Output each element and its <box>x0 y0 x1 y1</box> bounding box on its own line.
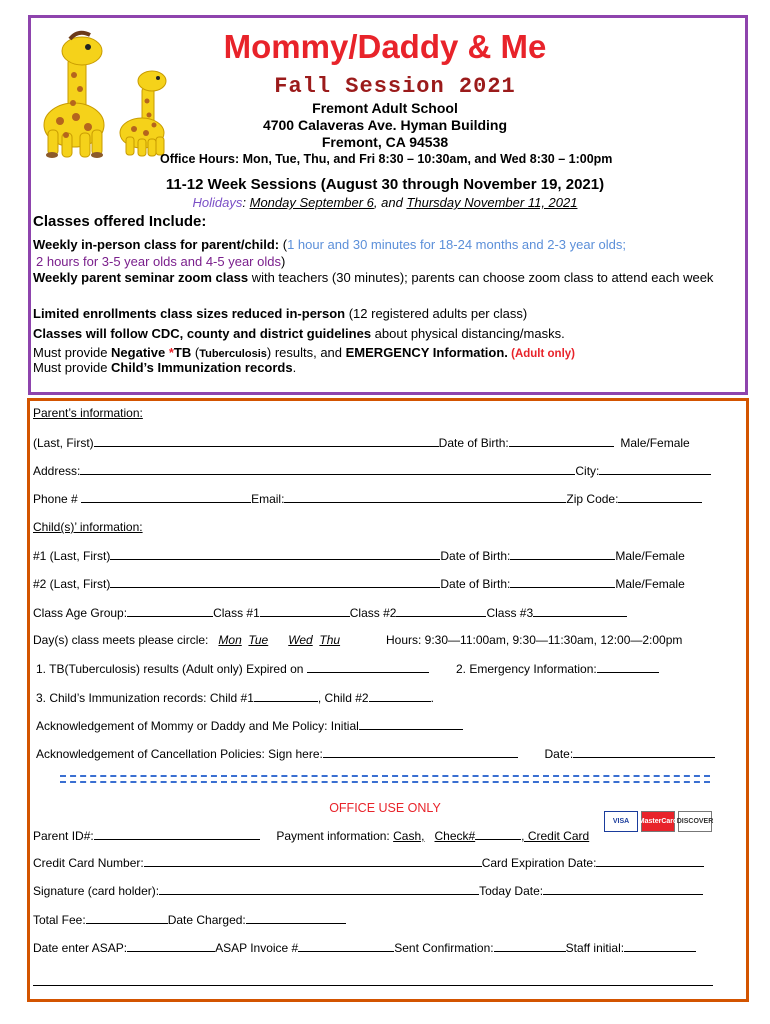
emergency-row <box>456 661 659 676</box>
immunization-child2-label: , Child #2 <box>317 691 369 705</box>
city-field[interactable] <box>599 463 711 475</box>
ack-policy-field[interactable] <box>359 718 463 730</box>
phone-field[interactable] <box>81 491 251 503</box>
date-enter-field[interactable] <box>127 940 215 952</box>
emergency-label: 2. Emergency Information: <box>456 662 597 676</box>
zip-field[interactable] <box>618 491 702 503</box>
zip-label: Zip Code: <box>566 492 619 506</box>
parent-name-field[interactable] <box>94 435 439 447</box>
holidays-and: , and <box>373 195 407 210</box>
visa-icon: VISA <box>604 811 638 832</box>
must2-c: . <box>292 360 297 375</box>
immunization-end: . <box>430 691 434 705</box>
sent-confirmation-field[interactable] <box>494 940 566 952</box>
holidays-label: Holidays <box>192 195 243 210</box>
payment-check[interactable]: Check# <box>434 829 476 843</box>
school-address-1: 4700 Calaveras Ave. Hyman Building <box>262 117 508 133</box>
must1-a: Must provide <box>33 345 112 360</box>
school-name: Fremont Adult School <box>312 100 458 116</box>
address-field[interactable] <box>80 463 575 475</box>
class1-label: Class #1 <box>213 606 260 620</box>
emergency-field[interactable] <box>597 661 659 673</box>
weekly-paren-close: ) <box>280 254 286 269</box>
tb-field[interactable] <box>307 661 429 673</box>
must1-f: ) results, and <box>266 345 346 360</box>
cc-row <box>33 855 704 870</box>
child1-gender-label[interactable]: Male/Female <box>615 549 685 563</box>
child2-row <box>33 576 685 591</box>
payment-credit[interactable]: , Credit Card <box>521 829 590 843</box>
date-charged-label: Date Charged: <box>167 913 246 927</box>
signature-field[interactable] <box>159 883 479 895</box>
child-info-heading: Child(s)’ information: <box>33 520 143 534</box>
class3-label: Class #3 <box>486 606 534 620</box>
days-label: Day(s) class meets please circle: <box>33 633 209 647</box>
weekly-purple: 2 hours for 3-5 year olds and 4-5 year olds <box>36 254 281 269</box>
parent-name-row <box>33 435 690 450</box>
credit-card-logos <box>604 811 712 832</box>
total-fee-label: Total Fee: <box>33 913 86 927</box>
day-thu[interactable]: Thu <box>319 633 341 647</box>
mastercard-icon: MasterCard <box>641 811 675 832</box>
must1-d: ( <box>191 345 200 360</box>
child2-dob-field[interactable] <box>510 576 615 588</box>
parent-info-heading: Parent’s information: <box>33 406 143 420</box>
must1-e: Tuberculosis <box>199 348 267 360</box>
child1-dob-field[interactable] <box>510 548 615 560</box>
holiday-1: Monday September 6 <box>249 195 374 210</box>
check-number-field[interactable] <box>475 828 521 840</box>
office-hours: Office Hours: Mon, Tue, Thu, and Fri 8:30 – 10:30am, and Wed 8:30 – 1:00pm <box>160 152 613 166</box>
date-enter-label: Date enter ASAP: <box>33 941 128 955</box>
asap-invoice-field[interactable] <box>298 940 394 952</box>
requirement-immunization <box>33 359 733 376</box>
cc-exp-label: Card Expiration Date: <box>481 856 597 870</box>
email-label: Email: <box>251 492 285 506</box>
ack-policy-row <box>36 718 463 733</box>
tb-label: 1. TB(Tuberculosis) results (Adult only) Expired on <box>36 662 304 676</box>
staff-initial-field[interactable] <box>624 940 696 952</box>
payment-cash[interactable]: Cash, <box>393 829 425 843</box>
immunization-child1-field[interactable] <box>254 690 318 702</box>
day-mon[interactable]: Mon <box>218 633 242 647</box>
ack-date-label: Date: <box>544 747 574 761</box>
must1-h: (Adult only) <box>507 348 575 360</box>
contact-row <box>33 491 702 506</box>
weekly-paren-open: ( <box>279 237 288 252</box>
email-field[interactable] <box>284 491 566 503</box>
cdc-bold: Classes will follow CDC, county and district guidelines <box>33 326 372 341</box>
class-limited <box>33 305 733 322</box>
child1-dob-label: Date of Birth: <box>440 549 511 563</box>
parent-dob-label: Date of Birth: <box>438 436 509 450</box>
staff-initial-label: Staff initial: <box>565 941 625 955</box>
today-date-field[interactable] <box>543 883 703 895</box>
asap-invoice-label: ASAP Invoice # <box>215 941 299 955</box>
cc-number-field[interactable] <box>144 855 482 867</box>
parent-name-label: (Last, First) <box>33 436 94 450</box>
ack-date-field[interactable] <box>573 746 715 758</box>
class1-field[interactable] <box>260 605 350 617</box>
ack-cancel-row <box>36 746 715 761</box>
discover-icon: DISCOVER <box>678 811 712 832</box>
child2-label: #2 (Last, First) <box>33 577 111 591</box>
must1-b: Negative <box>111 345 169 360</box>
ack-policy-label: Acknowledgement of Mommy or Daddy and Me Policy: Initial <box>36 719 359 733</box>
parent-gender-label[interactable]: Male/Female <box>620 436 690 450</box>
must1-g: EMERGENCY Information. <box>345 345 508 360</box>
seminar-bold: Weekly parent seminar zoom class <box>33 270 249 285</box>
parent-id-label: Parent ID#: <box>33 829 94 843</box>
parent-dob-field[interactable] <box>509 435 614 447</box>
city-label: City: <box>575 464 600 478</box>
class-group-row <box>33 605 627 620</box>
bottom-rule <box>33 985 713 986</box>
ack-cancel-field[interactable] <box>323 746 518 758</box>
class-age-field[interactable] <box>127 605 213 617</box>
class2-label: Class #2 <box>349 606 397 620</box>
cc-exp-field[interactable] <box>596 855 704 867</box>
cc-number-label: Credit Card Number: <box>33 856 144 870</box>
school-address-2: Fremont, CA 94538 <box>321 134 449 150</box>
child2-dob-label: Date of Birth: <box>440 577 511 591</box>
immunization-child2-field[interactable] <box>369 690 431 702</box>
hours-options[interactable]: Hours: 9:30—11:00am, 9:30—11:30am, 12:00—2:00pm <box>386 633 683 647</box>
must2-a: Must provide <box>33 360 112 375</box>
today-date-label: Today Date: <box>479 884 544 898</box>
phone-label: Phone # <box>33 492 78 506</box>
day-tue[interactable]: Tue <box>248 633 269 647</box>
signature-label: Signature (card holder): <box>33 884 160 898</box>
sessions-dates: 11-12 Week Sessions (August 30 through November 19, 2021) <box>165 176 605 193</box>
class-cdc <box>33 325 733 342</box>
seminar-rest: with teachers (30 minutes); parents can choose zoom class to attend each week <box>248 270 714 285</box>
child1-row <box>33 548 685 563</box>
class-seminar <box>33 269 733 286</box>
holidays: Holidays: Monday September 6, and Thursday November 11, 2021 <box>192 195 578 210</box>
page-title: Mommy/Daddy & Me <box>223 28 547 65</box>
office-divider <box>60 775 710 783</box>
office-use-heading: OFFICE USE ONLY <box>329 801 441 815</box>
class3-field[interactable] <box>533 605 627 617</box>
days-row <box>33 633 340 647</box>
tb-row <box>36 661 429 676</box>
parent-id-field[interactable] <box>94 828 260 840</box>
holiday-2: Thursday November 11, 2021 <box>406 195 578 210</box>
must1-star: * <box>168 345 174 360</box>
fee-row <box>33 912 346 927</box>
sent-confirmation-label: Sent Confirmation: <box>394 941 494 955</box>
child1-label: #1 (Last, First) <box>33 549 111 563</box>
must2-b: Child’s Immunization records <box>111 360 293 375</box>
limited-bold: Limited enrollments class sizes reduced in-person <box>33 306 346 321</box>
child2-gender-label[interactable]: Male/Female <box>615 577 685 591</box>
must1-c: TB <box>173 345 192 360</box>
payment-label: Payment information: <box>276 829 390 843</box>
limited-rest: (12 registered adults per class) <box>345 306 528 321</box>
total-fee-field[interactable] <box>86 912 168 924</box>
date-charged-field[interactable] <box>246 912 346 924</box>
weekly-blue: 1 hour and 30 minutes for 18-24 months and 2-3 year olds; <box>287 237 626 252</box>
day-wed[interactable]: Wed <box>288 633 313 647</box>
signature-row <box>33 883 703 898</box>
parent-id-row <box>33 828 589 843</box>
address-row <box>33 463 711 478</box>
class-weekly-inperson <box>33 236 733 270</box>
class2-field[interactable] <box>396 605 486 617</box>
address-label: Address: <box>33 464 81 478</box>
class-age-label: Class Age Group: <box>33 606 128 620</box>
asap-row <box>33 940 696 955</box>
child1-name-field[interactable] <box>110 548 440 560</box>
classes-heading: Classes offered Include: <box>33 213 207 230</box>
child2-name-field[interactable] <box>110 576 440 588</box>
immunization-label: 3. Child’s Immunization records: Child #1 <box>36 691 254 705</box>
ack-cancel-label: Acknowledgement of Cancellation Policies: Sign here: <box>36 747 323 761</box>
immunization-row <box>36 690 434 705</box>
weekly-bold: Weekly in-person class for parent/child: <box>33 237 280 252</box>
page-subtitle: Fall Session 2021 <box>274 74 516 99</box>
cdc-rest: about physical distancing/masks. <box>371 326 565 341</box>
